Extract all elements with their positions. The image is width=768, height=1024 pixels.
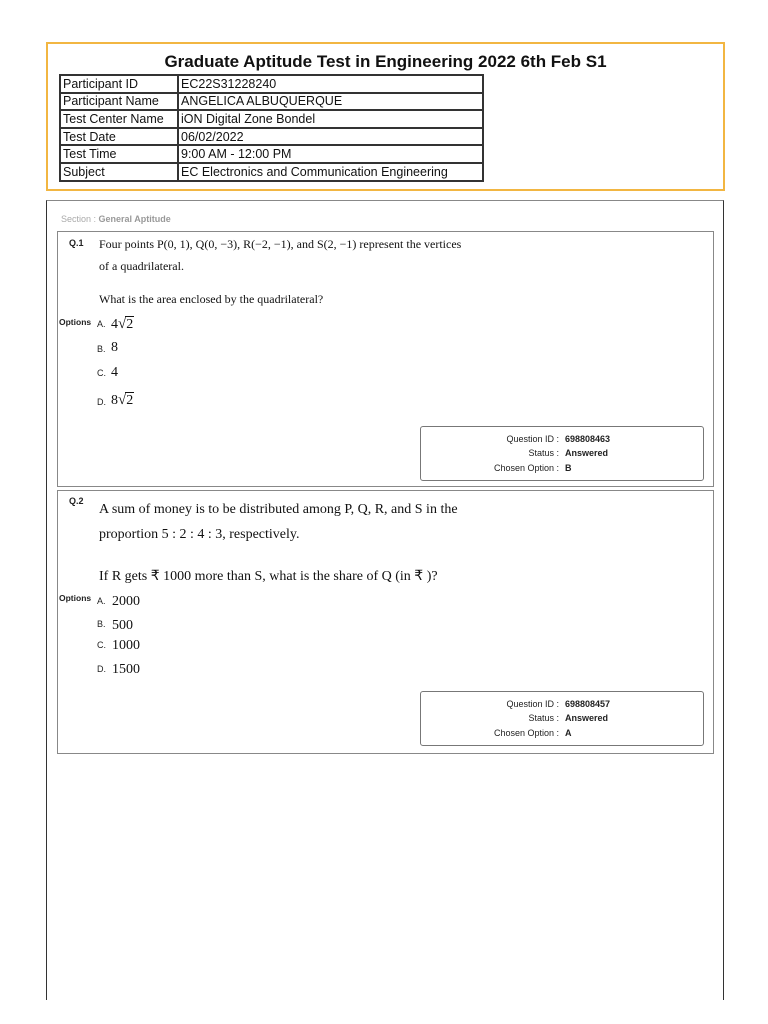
status-value: Answered xyxy=(565,448,609,458)
options-label: Options xyxy=(59,593,92,603)
question-number: Q.1 xyxy=(69,238,84,248)
option-letter: A. xyxy=(97,319,106,329)
subject-value: EC Electronics and Communication Engineering xyxy=(178,163,483,181)
table-row xyxy=(60,75,483,93)
option-b: 500 xyxy=(112,618,133,633)
option-letter: C. xyxy=(97,368,106,378)
status-value: Answered xyxy=(565,713,609,723)
option-letter: C. xyxy=(97,640,106,650)
participant-id-label: Participant ID xyxy=(60,75,178,93)
option-letter: B. xyxy=(97,344,106,354)
section-name: General Aptitude xyxy=(98,214,171,224)
question-text-line: What is the area enclosed by the quadrilateral? xyxy=(99,292,324,306)
option-c: 4 xyxy=(111,365,118,380)
option-a: 2000 xyxy=(112,594,140,609)
chosen-option-value: B xyxy=(565,463,572,473)
test-date-value: 06/02/2022 xyxy=(178,128,483,146)
page-title: Graduate Aptitude Test in Engineering 2022 6th Feb S1 xyxy=(164,52,607,71)
option-radicand: 2 xyxy=(126,393,134,408)
options-label: Options xyxy=(59,317,92,327)
question-id-value: 698808463 xyxy=(565,434,611,444)
status-label: Status : xyxy=(528,448,559,458)
option-letter: B. xyxy=(97,619,106,629)
square-root-sign: √2 xyxy=(118,316,134,332)
chosen-option-value: A xyxy=(565,728,572,738)
table-row xyxy=(60,110,483,128)
test-time-value: 9:00 AM - 12:00 PM xyxy=(178,145,483,163)
option-coefficient: 4 xyxy=(111,317,118,332)
option-d xyxy=(111,392,134,409)
square-root-sign: √2 xyxy=(118,392,134,408)
question-text-line: If R gets ₹ 1000 more than S, what is the share of Q (in ₹ )? xyxy=(99,569,438,584)
section-prefix: Section : xyxy=(61,214,99,224)
option-coefficient: 8 xyxy=(111,393,118,408)
section-label xyxy=(61,214,171,224)
question-id-value: 698808457 xyxy=(565,699,611,709)
participant-name-value: ANGELICA ALBUQUERQUE xyxy=(178,93,483,111)
chosen-option-label: Chosen Option : xyxy=(493,463,559,473)
option-d: 1500 xyxy=(112,662,140,677)
question-text-line: Four points P(0, 1), Q(0, −3), R(−2, −1), and S(2, −1) represent the vertices xyxy=(99,237,462,251)
participant-name-label: Participant Name xyxy=(60,93,178,111)
question-meta-box xyxy=(420,426,704,481)
option-a xyxy=(111,316,134,333)
option-radicand: 2 xyxy=(126,317,134,332)
question-text-line: proportion 5 : 2 : 4 : 3, respectively. xyxy=(99,527,300,542)
table-row xyxy=(60,163,483,181)
test-center-label: Test Center Name xyxy=(60,110,178,128)
chosen-option-label: Chosen Option : xyxy=(493,728,559,738)
option-c: 1000 xyxy=(112,638,140,653)
option-letter: A. xyxy=(97,596,106,606)
participant-header xyxy=(46,42,725,191)
question-text-line: of a quadrilateral. xyxy=(99,259,184,273)
status-label: Status : xyxy=(528,713,559,723)
question-text-line: A sum of money is to be distributed among P, Q, R, and S in the xyxy=(99,502,458,517)
participant-id-value: EC22S31228240 xyxy=(178,75,483,93)
question-meta-box xyxy=(420,691,704,746)
question-id-label: Question ID : xyxy=(506,434,559,444)
participant-info-table xyxy=(59,74,484,182)
option-b: 8 xyxy=(111,340,118,355)
table-row xyxy=(60,145,483,163)
test-center-value: iON Digital Zone Bondel xyxy=(178,110,483,128)
question-id-label: Question ID : xyxy=(506,699,559,709)
table-row xyxy=(60,93,483,111)
option-letter: D. xyxy=(97,397,106,407)
option-letter: D. xyxy=(97,664,106,674)
test-date-label: Test Date xyxy=(60,128,178,146)
question-number: Q.2 xyxy=(69,496,84,506)
test-time-label: Test Time xyxy=(60,145,178,163)
table-row xyxy=(60,128,483,146)
subject-label: Subject xyxy=(60,163,178,181)
